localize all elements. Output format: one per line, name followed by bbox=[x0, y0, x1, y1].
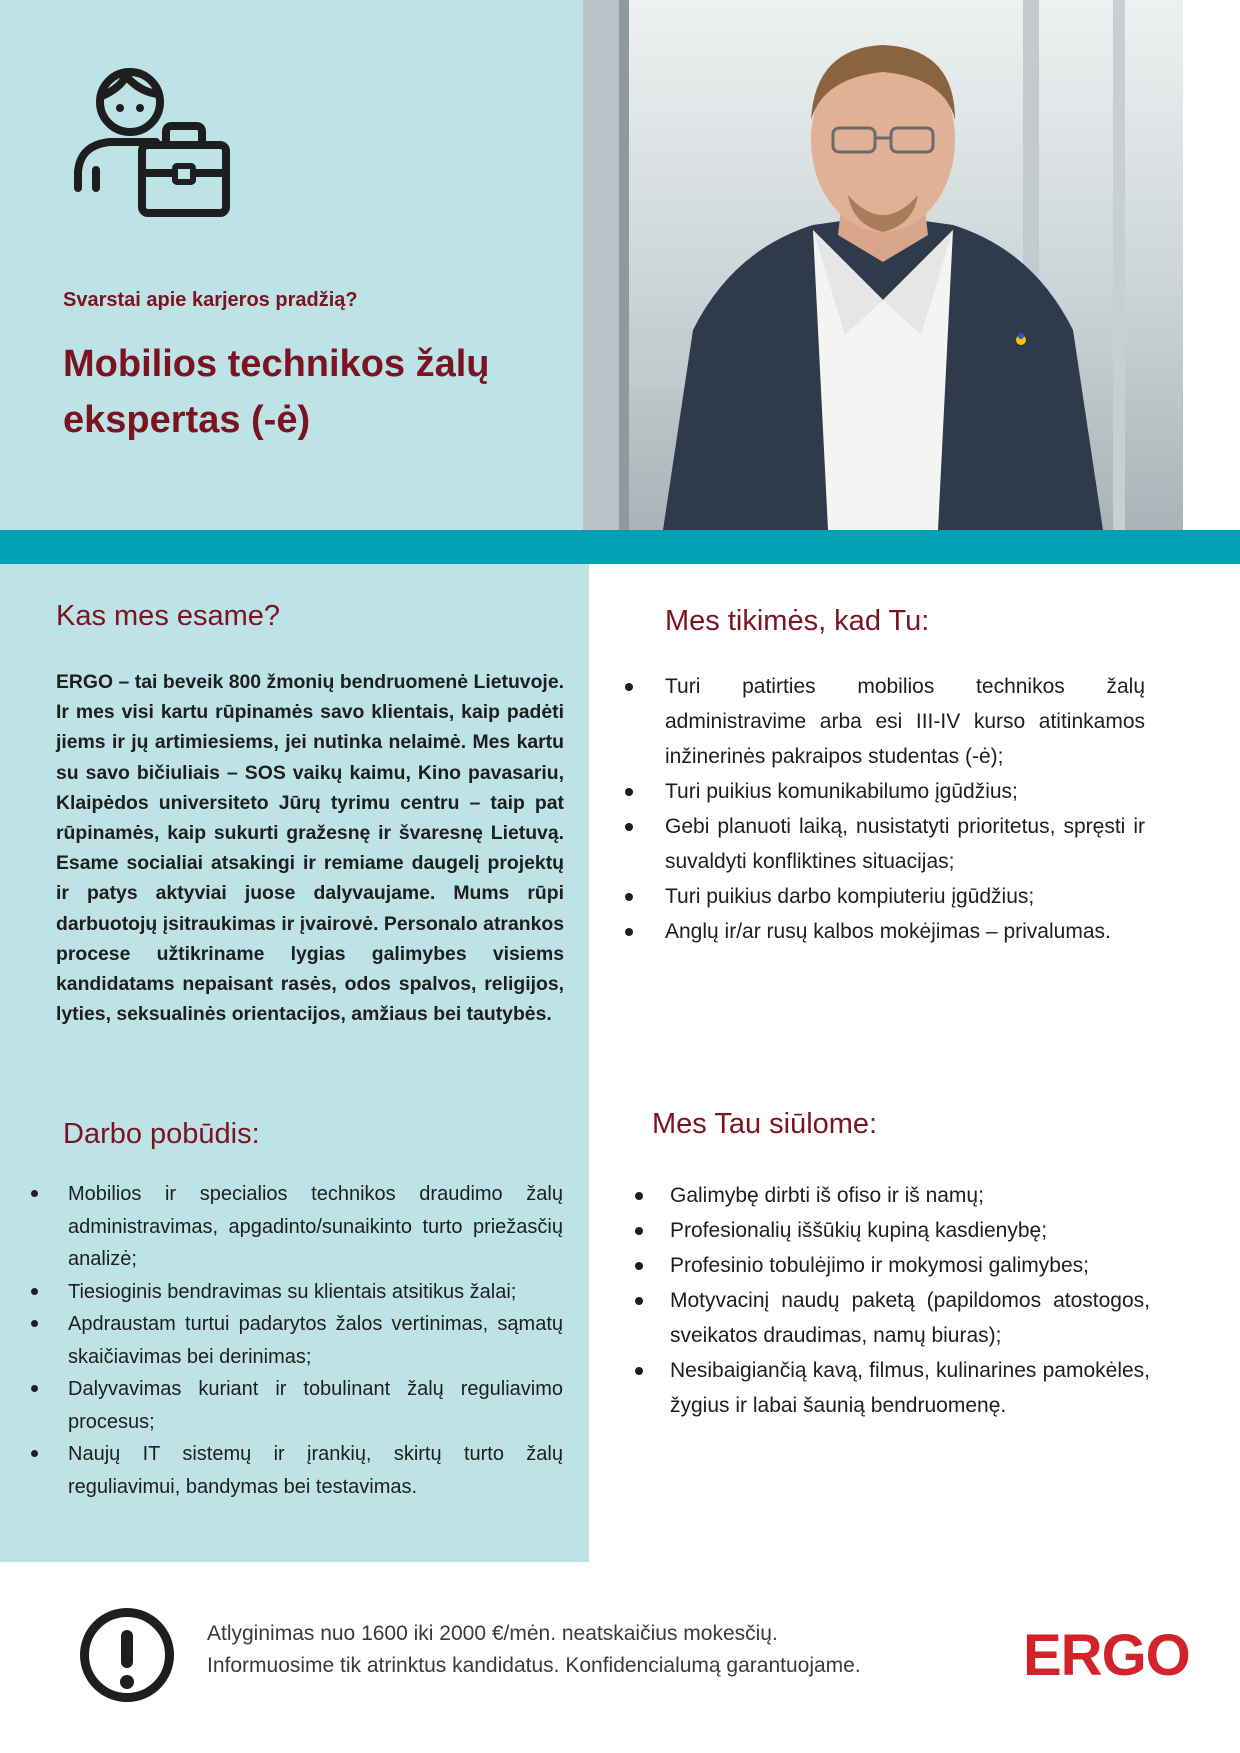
about-heading: Kas mes esame? bbox=[56, 600, 281, 632]
list-item: Turi patirties mobilios technikos žalų administravime arba esi III-IV kurso atitinkamos inžinerinės pakraipos studentas (-ė); bbox=[665, 669, 1145, 774]
list-item: Gebi planuoti laiką, nusistatyti prioritetus, spręsti ir suvaldyti konfliktines situacijas; bbox=[665, 809, 1145, 879]
list-item: Mobilios ir specialios technikos draudimo žalų administravimas, apgadinto/sunaikinto turto priežasčių analizė; bbox=[68, 1178, 563, 1276]
work-heading: Darbo pobūdis: bbox=[63, 1118, 260, 1150]
list-item: Turi puikius komunikabilumo įgūdžius; bbox=[665, 774, 1145, 809]
list-item: Apdraustam turtui padarytos žalos vertinimas, sąmatų skaičiavimas bei derinimas; bbox=[68, 1308, 563, 1373]
expect-heading: Mes tikimės, kad Tu: bbox=[665, 605, 930, 637]
pre-title: Svarstai apie karjeros pradžią? bbox=[63, 289, 358, 311]
offer-heading: Mes Tau siūlome: bbox=[652, 1108, 878, 1140]
list-item: Anglų ir/ar rusų kalbos mokėjimas – privalumas. bbox=[665, 914, 1145, 949]
notice-text: Informuosime tik atrinktus kandidatus. Konfidencialumą garantuojame. bbox=[207, 1654, 861, 1677]
list-item: Naujų IT sistemų ir įrankių, skirtų turto žalų reguliavimui, bandymas bei testavimas. bbox=[68, 1438, 563, 1503]
offer-list bbox=[670, 1178, 1150, 1423]
portrait-photo-illustration bbox=[583, 0, 1183, 530]
job-title: Mobilios technikos žalų ekspertas (-ė) bbox=[63, 343, 490, 441]
portrait-photo bbox=[583, 0, 1183, 530]
list-item: Motyvacinį naudų paketą (papildomos atostogos, sveikatos draudimas, namų biuras); bbox=[670, 1283, 1150, 1353]
work-list bbox=[68, 1178, 563, 1503]
divider-band bbox=[0, 530, 1240, 564]
career-start-person-briefcase-icon bbox=[70, 60, 235, 220]
salary-text: Atlyginimas nuo 1600 iki 2000 €/mėn. neatskaičius mokesčių. bbox=[207, 1622, 778, 1645]
list-item: Tiesioginis bendravimas su klientais atsitikus žalai; bbox=[68, 1276, 563, 1309]
expect-list bbox=[665, 669, 1145, 949]
list-item: Profesinio tobulėjimo ir mokymosi galimybes; bbox=[670, 1248, 1150, 1283]
list-item: Nesibaigiančią kavą, filmus, kulinarines pamokėles, žygius ir labai šaunią bendruomenę. bbox=[670, 1353, 1150, 1423]
list-item: Profesionalių iššūkių kupiną kasdienybę; bbox=[670, 1213, 1150, 1248]
about-text: ERGO – tai beveik 800 žmonių bendruomenė Lietuvoje. Ir mes visi kartu rūpinamės savo klientais, kaip padėti jiems ir jų artimiesiems, jei nutinka nelaimė. Mes kartu su savo bičiuliais – SOS vaikų kaimu, Kino pavasariu, Klaipėdos universiteto Jūrų tyrimu centru – taip pat rūpinamės, kaip sukurti gražesnę ir švaresnę Lietuvą. Esame socialiai atsakingi ir remiame daugelį projektų ir patys aktyviai juose dalyvaujame. Mums rūpi darbuotojų įsitraukimas ir įvairovė. Personalo atrankos procese užtikriname lygias galimybes visiems kandidatams nepaisant rasės, odos spalvos, religijos, lyties, seksualinės orientacijos, amžiaus bei tautybės. bbox=[56, 671, 564, 1026]
list-item: Dalyvavimas kuriant ir tobulinant žalų reguliavimo procesus; bbox=[68, 1373, 563, 1438]
list-item: Turi puikius darbo kompiuteriu įgūdžius; bbox=[665, 879, 1145, 914]
list-item: Galimybę dirbti iš ofiso ir iš namų; bbox=[670, 1178, 1150, 1213]
exclamation-circle-icon bbox=[80, 1608, 174, 1702]
hero-margin bbox=[1183, 0, 1240, 530]
ergo-logo: ERGO bbox=[1023, 1623, 1190, 1688]
